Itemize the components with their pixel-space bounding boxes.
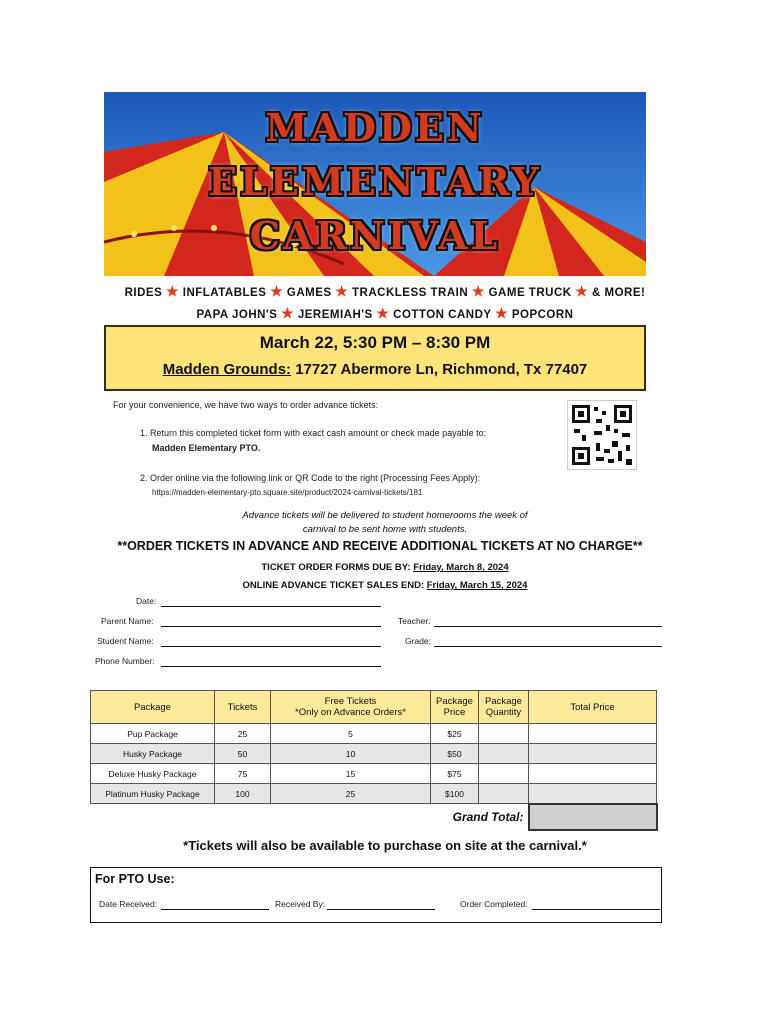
date-label: Date: — [136, 596, 157, 606]
star-icon: ★ — [270, 283, 284, 299]
star-icon: ★ — [376, 305, 390, 321]
attraction-game-truck: GAME TRUCK — [488, 287, 572, 299]
table-row — [91, 764, 657, 784]
header-total-price: Total Price — [529, 691, 657, 724]
online-deadline — [0, 580, 770, 591]
location-address: 17727 Abermore Ln, Richmond, Tx 77407 — [295, 361, 588, 378]
carnival-banner — [104, 92, 646, 276]
package-tickets: 100 — [215, 784, 271, 804]
vendor-papa-johns: PAPA JOHN'S — [196, 309, 278, 321]
package-tickets: 25 — [215, 724, 271, 744]
forms-deadline — [0, 562, 770, 573]
total-cell[interactable] — [529, 724, 657, 744]
banner-title-line2: ELEMENTARY — [208, 159, 542, 204]
option1-payee: Madden Elementary PTO. — [152, 443, 261, 453]
event-location — [106, 361, 644, 378]
package-price: $100 — [431, 784, 479, 804]
order-link[interactable]: https://madden-elementary-pto.square.site/product/2024-carnival-tickets/181 — [152, 488, 423, 497]
star-icon: ★ — [281, 305, 295, 321]
student-name-label: Student Name: — [97, 636, 154, 646]
order-completed-label: Order Completed: — [460, 899, 528, 909]
attractions-line1 — [0, 283, 770, 300]
forms-deadline-label: TICKET ORDER FORMS DUE BY: — [261, 562, 411, 573]
package-price: $25 — [431, 724, 479, 744]
vendor-jeremiahs: JEREMIAH'S — [297, 309, 373, 321]
teacher-field[interactable] — [434, 626, 662, 627]
quantity-cell[interactable] — [479, 784, 529, 804]
table-row — [91, 744, 657, 764]
received-by-field[interactable] — [327, 909, 435, 910]
delivery-note-line1: Advance tickets will be delivered to student homerooms the week of — [242, 510, 528, 521]
star-icon: ★ — [335, 283, 349, 299]
date-received-field[interactable] — [161, 909, 269, 910]
star-icon: ★ — [165, 283, 180, 299]
pto-title: For PTO Use: — [95, 872, 175, 886]
package-name: Platinum Husky Package — [91, 784, 215, 804]
attraction-inflatables: INFLATABLES — [182, 287, 267, 299]
total-cell[interactable] — [529, 764, 657, 784]
package-free: 5 — [271, 724, 431, 744]
header-qty-line1: Package — [485, 696, 522, 707]
qr-code-icon[interactable] — [567, 400, 637, 470]
package-tickets: 50 — [215, 744, 271, 764]
header-free-tickets — [271, 691, 431, 724]
quantity-cell[interactable] — [479, 744, 529, 764]
header-tickets: Tickets — [215, 691, 271, 724]
teacher-label: Teacher: — [398, 616, 431, 626]
option2-text: 2. Order online via the following link or QR Code to the right (Processing Fees Apply): — [140, 473, 481, 483]
quantity-cell[interactable] — [479, 724, 529, 744]
star-icon: ★ — [495, 305, 509, 321]
received-by-label: Received By: — [275, 899, 326, 909]
total-cell[interactable] — [529, 784, 657, 804]
package-name: Deluxe Husky Package — [91, 764, 215, 784]
online-deadline-label: ONLINE ADVANCE TICKET SALES END: — [242, 580, 425, 591]
header-free-line1: Free Tickets — [324, 696, 377, 707]
attractions-line2 — [0, 305, 770, 322]
pto-use-box — [90, 867, 662, 923]
header-qty-line2: Quantity — [485, 707, 522, 718]
package-name: Husky Package — [91, 744, 215, 764]
star-icon: ★ — [471, 283, 485, 299]
package-name: Pup Package — [91, 724, 215, 744]
header-price-line1: Package — [436, 696, 473, 707]
package-free: 25 — [271, 784, 431, 804]
date-received-label: Date Received: — [99, 899, 158, 909]
header-free-line2: *Only on Advance Orders* — [295, 707, 406, 718]
table-row — [91, 784, 657, 804]
vendor-popcorn: POPCORN — [511, 309, 574, 321]
package-table — [90, 690, 658, 831]
total-cell[interactable] — [529, 744, 657, 764]
header-package-price — [431, 691, 479, 724]
intro-text: For your convenience, we have two ways to order advance tickets: — [113, 400, 379, 410]
grade-field[interactable] — [434, 646, 662, 647]
header-package-quantity — [479, 691, 529, 724]
quantity-cell[interactable] — [479, 764, 529, 784]
phone-field[interactable] — [161, 666, 381, 667]
option1-text: 1. Return this completed ticket form with exact cash amount or check made payable to: — [140, 428, 487, 438]
attraction-more: & MORE! — [592, 287, 646, 299]
promo-banner: **ORDER TICKETS IN ADVANCE AND RECEIVE ADDITIONAL TICKETS AT NO CHARGE** — [117, 539, 643, 553]
vendor-cotton-candy: COTTON CANDY — [393, 309, 492, 321]
banner-title-line1: MADDEN — [265, 105, 485, 150]
event-info-box — [104, 325, 646, 391]
grand-total-label: Grand Total: — [91, 804, 529, 830]
banner-title-line3: CARNIVAL — [249, 213, 501, 258]
onsite-note: *Tickets will also be available to purchase on site at the carnival.* — [183, 838, 587, 853]
package-price: $75 — [431, 764, 479, 784]
star-icon: ★ — [575, 283, 589, 299]
location-label: Madden Grounds: — [162, 361, 292, 378]
attraction-rides: RIDES — [124, 287, 163, 299]
attraction-games: GAMES — [286, 287, 332, 299]
package-price: $50 — [431, 744, 479, 764]
event-datetime: March 22, 5:30 PM – 8:30 PM — [259, 333, 491, 352]
package-tickets: 75 — [215, 764, 271, 784]
grand-total-cell[interactable] — [529, 804, 657, 830]
header-package: Package — [91, 691, 215, 724]
package-free: 10 — [271, 744, 431, 764]
phone-label: Phone Number: — [95, 656, 155, 666]
package-free: 15 — [271, 764, 431, 784]
header-price-line2: Price — [443, 707, 466, 718]
online-deadline-date: Friday, March 15, 2024 — [426, 580, 528, 591]
table-row — [91, 724, 657, 744]
date-field[interactable] — [161, 606, 381, 607]
parent-name-label: Parent Name: — [101, 616, 154, 626]
delivery-note-line2: carnival to be sent home with students. — [302, 524, 468, 535]
forms-deadline-date: Friday, March 8, 2024 — [413, 562, 509, 573]
student-name-field[interactable] — [161, 646, 381, 647]
attraction-train: TRACKLESS TRAIN — [352, 287, 469, 299]
order-completed-field[interactable] — [532, 909, 660, 910]
parent-name-field[interactable] — [161, 626, 381, 627]
grade-label: Grade: — [405, 636, 431, 646]
grand-total-row — [91, 804, 657, 830]
